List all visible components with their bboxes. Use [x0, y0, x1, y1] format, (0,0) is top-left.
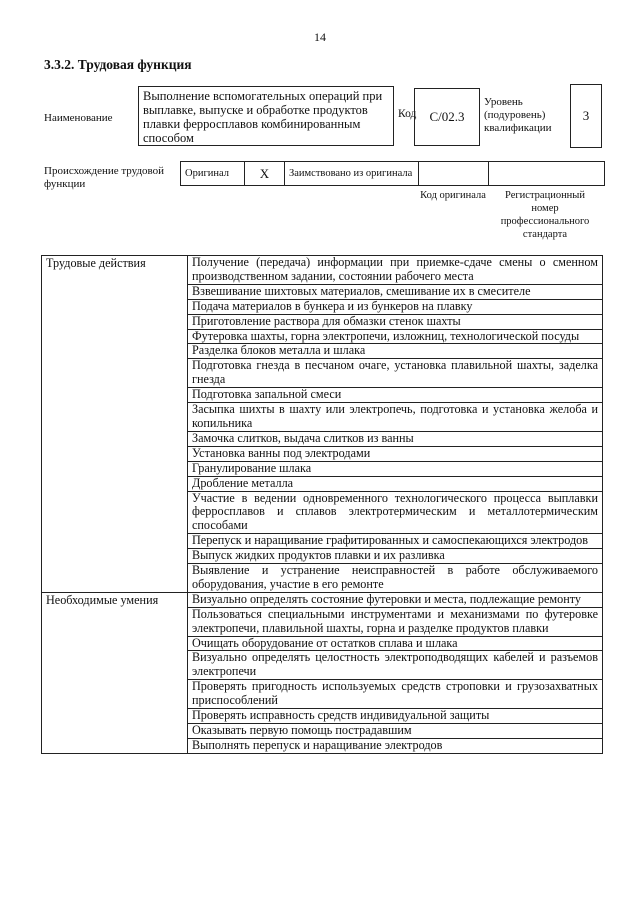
function-name-value: Выполнение вспомогательных операций при выплавке, выпуске и обработке продуктов плавки ферросплавов комбинированным способом	[138, 86, 394, 146]
list-item: Получение (передача) информации при приемке-сдаче смены о сменном производственном задании, состоянии рабочего места	[188, 256, 603, 285]
table-row	[42, 256, 603, 285]
level-label: Уровень (подуровень) квалификации	[484, 96, 552, 134]
list-item: Подготовка гнезда в песчаном очаге, установка плавильной шахты, заделка гнезда	[188, 359, 603, 388]
section-category: Необходимые умения	[42, 592, 188, 753]
table-row	[42, 592, 603, 607]
list-item: Гранулирование шлака	[188, 461, 603, 476]
code-original-cell	[419, 162, 489, 186]
list-item: Подача материалов в бункера и из бункеров на плавку	[188, 299, 603, 314]
function-details-table	[41, 255, 603, 754]
page-number: 14	[314, 30, 326, 44]
list-item: Футеровка шахты, горна электропечи, изложниц, технологической посуды	[188, 329, 603, 344]
list-item: Установка ванны под электродами	[188, 446, 603, 461]
code-value: C/02.3	[414, 88, 480, 146]
list-item: Замочка слитков, выдача слитков из ванны	[188, 431, 603, 446]
name-label: Наименование	[44, 112, 113, 124]
list-item: Выпуск жидких продуктов плавки и их разливка	[188, 549, 603, 564]
list-item: Визуально определять состояние футеровки и места, подлежащие ремонту	[188, 592, 603, 607]
list-item: Проверять исправность средств индивидуальной защиты	[188, 709, 603, 724]
list-item: Выявление и устранение неисправностей в работе обслуживаемого оборудования, участие в его ремонте	[188, 564, 603, 593]
origin-label: Происхождение трудовой функции	[44, 165, 165, 190]
origin-table	[180, 161, 605, 186]
list-item: Пользоваться специальными инструментами и механизмами по футеровке электропечи, плавильной шахты, горна и разделке продуктов плавки	[188, 607, 603, 636]
list-item: Взвешивание шихтовых материалов, смешивание их в смесителе	[188, 284, 603, 299]
list-item: Очищать оборудование от остатков сплава и шлака	[188, 636, 603, 651]
list-item: Оказывать первую помощь пострадавшим	[188, 724, 603, 739]
list-item: Засыпка шихты в шахту или электропечь, подготовка и установка желоба и копильника	[188, 403, 603, 432]
list-item: Перепуск и наращивание графитированных и самоспекающихся электродов	[188, 534, 603, 549]
list-item: Подготовка запальной смеси	[188, 388, 603, 403]
section-title: 3.3.2. Трудовая функция	[44, 57, 192, 72]
original-label: Оригинал	[181, 162, 245, 186]
section-category: Трудовые действия	[42, 256, 188, 593]
borrowed-label: Заимствовано из оригинала	[285, 162, 419, 186]
list-item: Приготовление раствора для обмазки стенок шахты	[188, 314, 603, 329]
code-label: Код	[398, 108, 417, 120]
list-item: Визуально определять целостность электроподводящих кабелей и разъемов электропечи	[188, 651, 603, 680]
list-item: Дробление металла	[188, 476, 603, 491]
list-item: Проверять пригодность используемых средств строповки и грузозахватных приспособлений	[188, 680, 603, 709]
level-value: 3	[570, 84, 602, 148]
code-original-label: Код оригинала	[420, 190, 486, 201]
list-item: Выполнять перепуск и наращивание электродов	[188, 738, 603, 753]
list-item: Разделка блоков металла и шлака	[188, 344, 603, 359]
original-mark: X	[245, 162, 285, 186]
list-item: Участие в ведении одновременного технологического процесса выплавки ферросплавов и сплавов электротермическим и металлотермическим способами	[188, 491, 603, 534]
reg-number-cell	[489, 162, 605, 186]
reg-number-label: Регистрационный номер профессионального стандарта	[500, 190, 590, 240]
